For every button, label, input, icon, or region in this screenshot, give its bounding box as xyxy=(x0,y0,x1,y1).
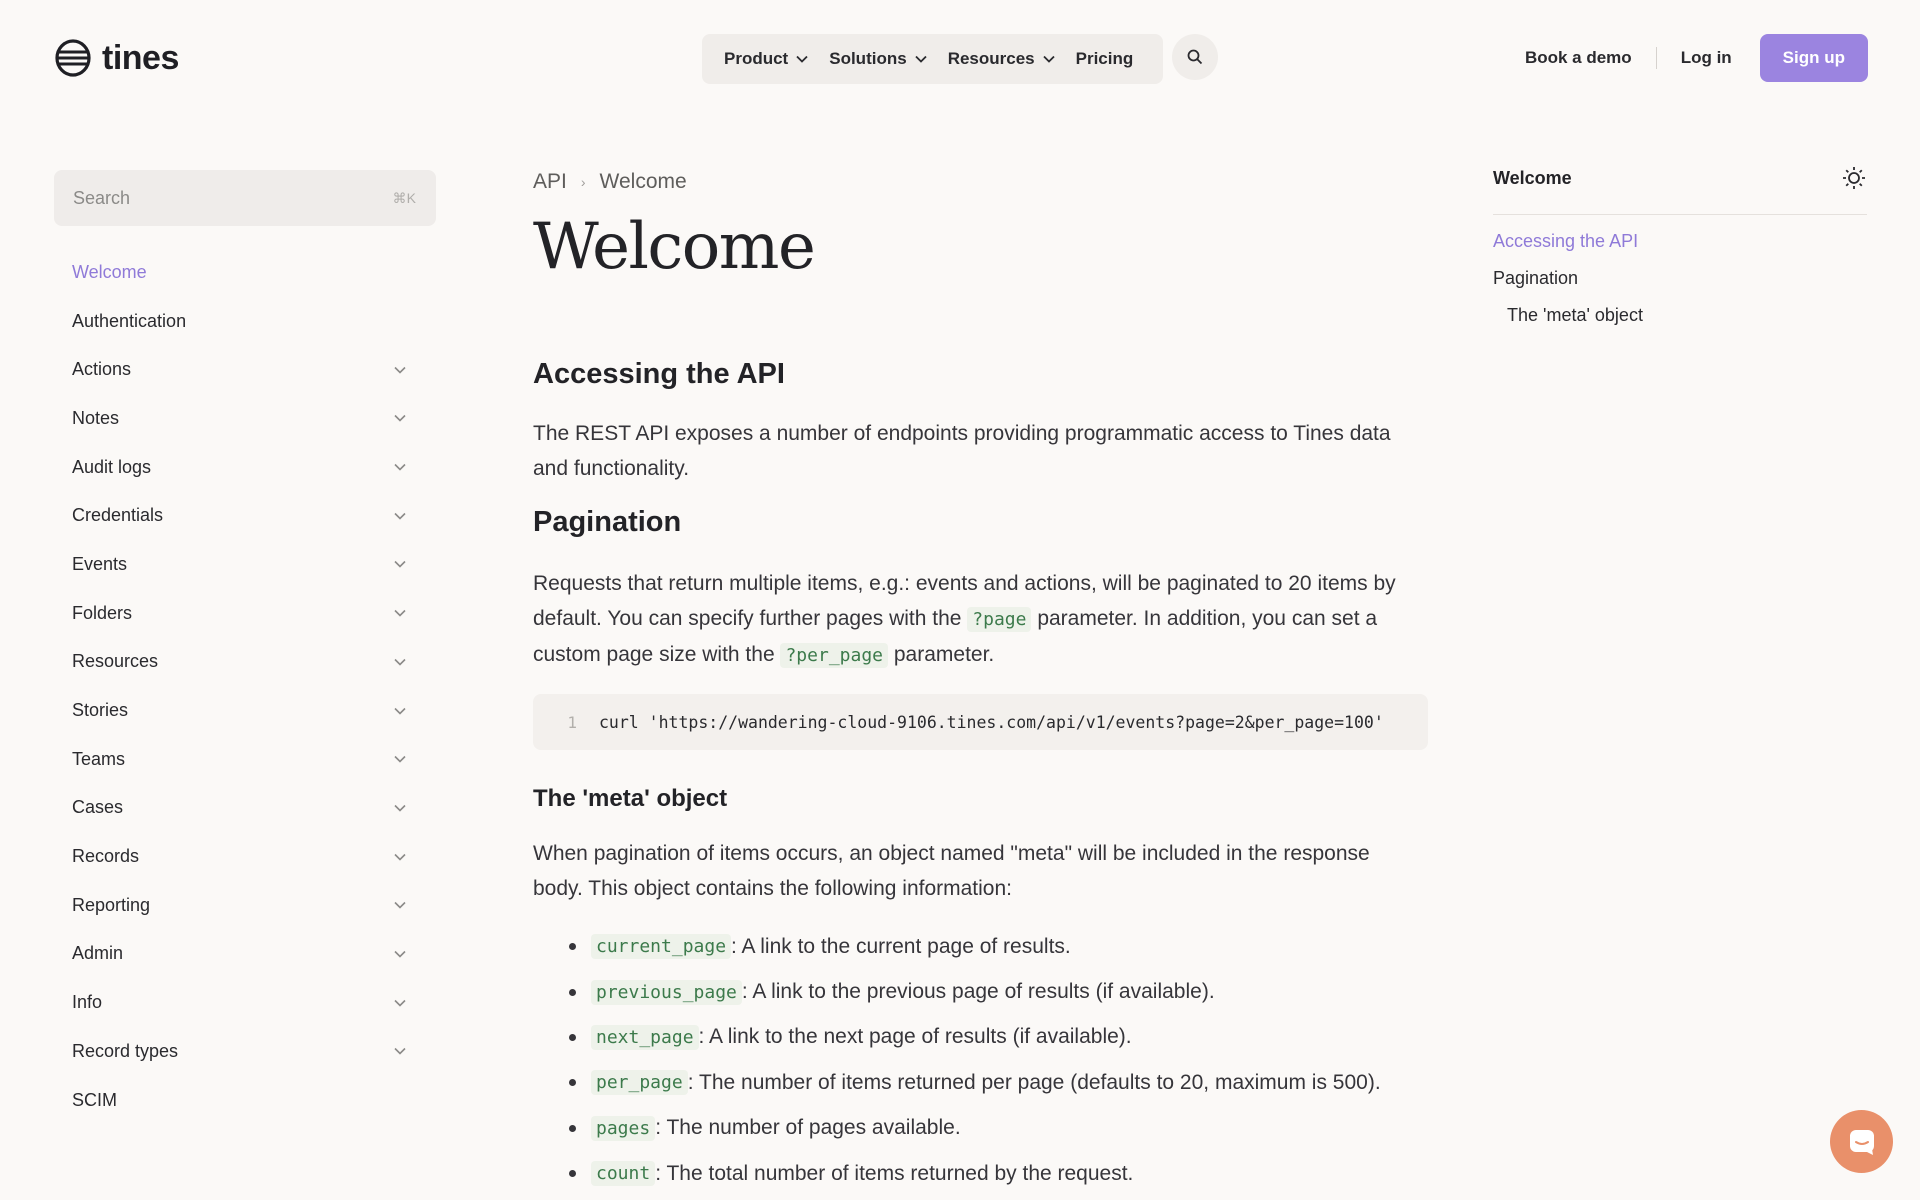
sidebar-nav xyxy=(72,248,420,1124)
chevron-down-icon[interactable] xyxy=(394,560,406,568)
sidebar-item-label: Admin xyxy=(72,943,124,964)
top-nav xyxy=(702,34,1163,84)
sidebar-item-scim[interactable] xyxy=(72,1076,420,1125)
tines-logo-icon xyxy=(54,38,92,78)
sidebar-item-label: Cases xyxy=(72,797,124,818)
logo-text: tines xyxy=(102,38,179,77)
list-item xyxy=(533,1015,1433,1060)
sidebar-item-label: Credentials xyxy=(72,505,164,526)
bullet-dot xyxy=(569,1170,576,1177)
meta-field-code: pages xyxy=(591,1116,655,1141)
chevron-down-icon[interactable] xyxy=(394,609,406,617)
signup-button[interactable]: Sign up xyxy=(1760,34,1868,82)
meta-field-code: count xyxy=(591,1161,655,1186)
toc-title: Welcome xyxy=(1493,167,1572,188)
list-item xyxy=(533,969,1433,1014)
table-of-contents xyxy=(1493,160,1867,334)
breadcrumb-welcome: Welcome xyxy=(599,170,687,193)
heading-pagination: Pagination xyxy=(533,506,682,538)
sidebar-item-events[interactable] xyxy=(72,540,420,589)
search-icon xyxy=(1187,49,1203,65)
nav-solutions-label: Solutions xyxy=(829,49,907,68)
chevron-down-icon[interactable] xyxy=(394,853,406,861)
sidebar-item-label: Stories xyxy=(72,700,129,721)
chevron-down-icon[interactable] xyxy=(394,755,406,763)
toc-item-meta-object[interactable]: The 'meta' object xyxy=(1507,305,1643,325)
sidebar-item-welcome[interactable] xyxy=(72,248,420,297)
sidebar-item-resources[interactable] xyxy=(72,638,420,687)
breadcrumb-separator-icon: › xyxy=(580,174,586,190)
chevron-down-icon[interactable] xyxy=(394,950,406,958)
bullet-dot xyxy=(569,1079,576,1086)
chevron-down-icon[interactable] xyxy=(394,804,406,812)
bullet-dot xyxy=(569,943,576,950)
pagination-text xyxy=(533,566,1423,673)
sidebar-item-label: Record types xyxy=(72,1040,179,1061)
code-block[interactable] xyxy=(533,694,1428,750)
nav-pricing-label: Pricing xyxy=(1075,49,1134,68)
sidebar-item-info[interactable] xyxy=(72,978,420,1027)
bullet-dot xyxy=(569,1034,576,1041)
sidebar-item-label: Folders xyxy=(72,602,133,623)
list-item xyxy=(533,1151,1433,1196)
search-shortcut: ⌘K xyxy=(392,189,416,206)
breadcrumb-api[interactable]: API xyxy=(533,170,567,193)
chevron-down-icon xyxy=(1043,55,1055,63)
sidebar-item-label: Authentication xyxy=(72,310,187,331)
login-link[interactable]: Log in xyxy=(1680,48,1732,67)
meta-fields-list xyxy=(533,924,1433,1196)
tines-logo[interactable] xyxy=(54,38,179,78)
nav-product[interactable] xyxy=(724,49,808,69)
bullet-dot xyxy=(569,989,576,996)
page-title: Welcome xyxy=(533,210,815,284)
search-placeholder: Search xyxy=(73,187,131,208)
toc-list xyxy=(1493,223,1867,334)
code-line-number: 1 xyxy=(567,712,577,732)
pagination-text-1: Requests that return multiple items, e.g.: events and actions, will be paginated to 20 items by default. You can specify further pages with the xyxy=(533,572,1396,630)
sidebar-item-admin[interactable] xyxy=(72,930,420,979)
meta-field-code: previous_page xyxy=(591,980,742,1005)
sidebar-item-label: Info xyxy=(72,992,103,1013)
sidebar-item-label: Teams xyxy=(72,748,126,769)
meta-field-code: per_page xyxy=(591,1070,688,1095)
chevron-down-icon[interactable] xyxy=(394,999,406,1007)
meta-object-text: When pagination of items occurs, an object named "meta" will be included in the response body. This object contains the following information: xyxy=(533,842,1370,900)
pagination-text-3: parameter. xyxy=(893,643,995,666)
sidebar-item-cases[interactable] xyxy=(72,784,420,833)
chevron-down-icon[interactable] xyxy=(394,414,406,422)
sidebar-item-teams[interactable] xyxy=(72,735,420,784)
pagination-text-2: parameter. In addition, you can set a custom page size with the xyxy=(533,607,1378,666)
sidebar-item-records[interactable] xyxy=(72,832,420,881)
meta-field-desc: : The total number of items returned by the request. xyxy=(655,1161,1134,1185)
meta-field-desc: : A link to the next page of results (if available). xyxy=(698,1025,1132,1049)
chevron-down-icon[interactable] xyxy=(394,707,406,715)
meta-field-desc: : A link to the previous page of results (if available). xyxy=(741,980,1215,1004)
nav-resources[interactable] xyxy=(948,49,1055,69)
accessing-api-text: The REST API exposes a number of endpoints providing programmatic access to Tines data and functionality. xyxy=(533,422,1391,480)
sidebar-item-label: Resources xyxy=(72,651,159,672)
sidebar-item-authentication[interactable] xyxy=(72,297,420,346)
bullet-dot xyxy=(569,1125,576,1132)
chevron-down-icon[interactable] xyxy=(394,463,406,471)
chevron-down-icon[interactable] xyxy=(394,366,406,374)
sidebar-item-credentials[interactable] xyxy=(72,491,420,540)
meta-field-desc: : A link to the current page of results. xyxy=(731,934,1071,958)
meta-field-code: next_page xyxy=(591,1025,699,1050)
code-line: curl 'https://wandering-cloud-9106.tines.com/api/v1/events?page=2&per_page=100' xyxy=(599,712,1384,732)
meta-field-desc: : The number of pages available. xyxy=(655,1116,961,1140)
breadcrumb xyxy=(533,170,687,194)
header-search-button[interactable] xyxy=(1172,34,1218,80)
heading-accessing-api: Accessing the API xyxy=(533,358,785,390)
header-actions xyxy=(1525,34,1868,82)
sidebar-item-label: Audit logs xyxy=(72,456,152,477)
nav-product-label: Product xyxy=(724,49,789,68)
sidebar-item-audit-logs[interactable] xyxy=(72,443,420,492)
meta-field-desc: : The number of items returned per page (defaults to 20, maximum is 500). xyxy=(687,1070,1381,1094)
toc-item-accessing-api[interactable]: Accessing the API xyxy=(1493,231,1639,251)
meta-field-code: current_page xyxy=(591,934,731,959)
sidebar-item-notes[interactable] xyxy=(72,394,420,443)
sidebar-item-folders[interactable] xyxy=(72,589,420,638)
list-item xyxy=(533,1060,1433,1105)
sidebar-item-label: Events xyxy=(72,553,128,574)
list-item xyxy=(533,1106,1433,1151)
chevron-down-icon[interactable] xyxy=(394,658,406,666)
sun-icon[interactable] xyxy=(1841,165,1867,191)
chevron-down-icon xyxy=(915,55,927,63)
heading-meta-object: The 'meta' object xyxy=(533,785,728,812)
chevron-down-icon xyxy=(796,55,808,63)
list-item xyxy=(533,924,1433,969)
sidebar-item-actions[interactable] xyxy=(72,345,420,394)
book-demo-link[interactable]: Book a demo xyxy=(1524,48,1632,67)
chat-icon xyxy=(1847,1127,1877,1157)
nav-solutions[interactable] xyxy=(829,49,926,69)
header-divider xyxy=(1656,47,1657,69)
nav-resources-label: Resources xyxy=(947,49,1035,68)
sidebar-item-label: Records xyxy=(72,846,140,867)
sidebar-search-input[interactable] xyxy=(54,170,436,226)
sidebar-item-label: Notes xyxy=(72,407,120,428)
chevron-down-icon[interactable] xyxy=(394,1047,406,1055)
code-per-page-param: ?per_page xyxy=(780,643,888,668)
sidebar-item-label: Welcome xyxy=(72,261,147,282)
nav-pricing[interactable] xyxy=(1076,49,1134,69)
chevron-down-icon[interactable] xyxy=(394,512,406,520)
sidebar-item-label: SCIM xyxy=(72,1089,117,1110)
sidebar-item-label: Actions xyxy=(72,359,132,380)
sidebar-item-label: Reporting xyxy=(72,894,151,915)
toc-header xyxy=(1493,160,1867,215)
toc-item-pagination[interactable]: Pagination xyxy=(1493,268,1579,288)
sidebar-item-record-types[interactable] xyxy=(72,1027,420,1076)
chevron-down-icon[interactable] xyxy=(394,901,406,909)
sidebar-item-stories[interactable] xyxy=(72,686,420,735)
code-page-param: ?page xyxy=(967,607,1031,632)
chat-button[interactable] xyxy=(1830,1110,1893,1173)
sidebar-item-reporting[interactable] xyxy=(72,881,420,930)
